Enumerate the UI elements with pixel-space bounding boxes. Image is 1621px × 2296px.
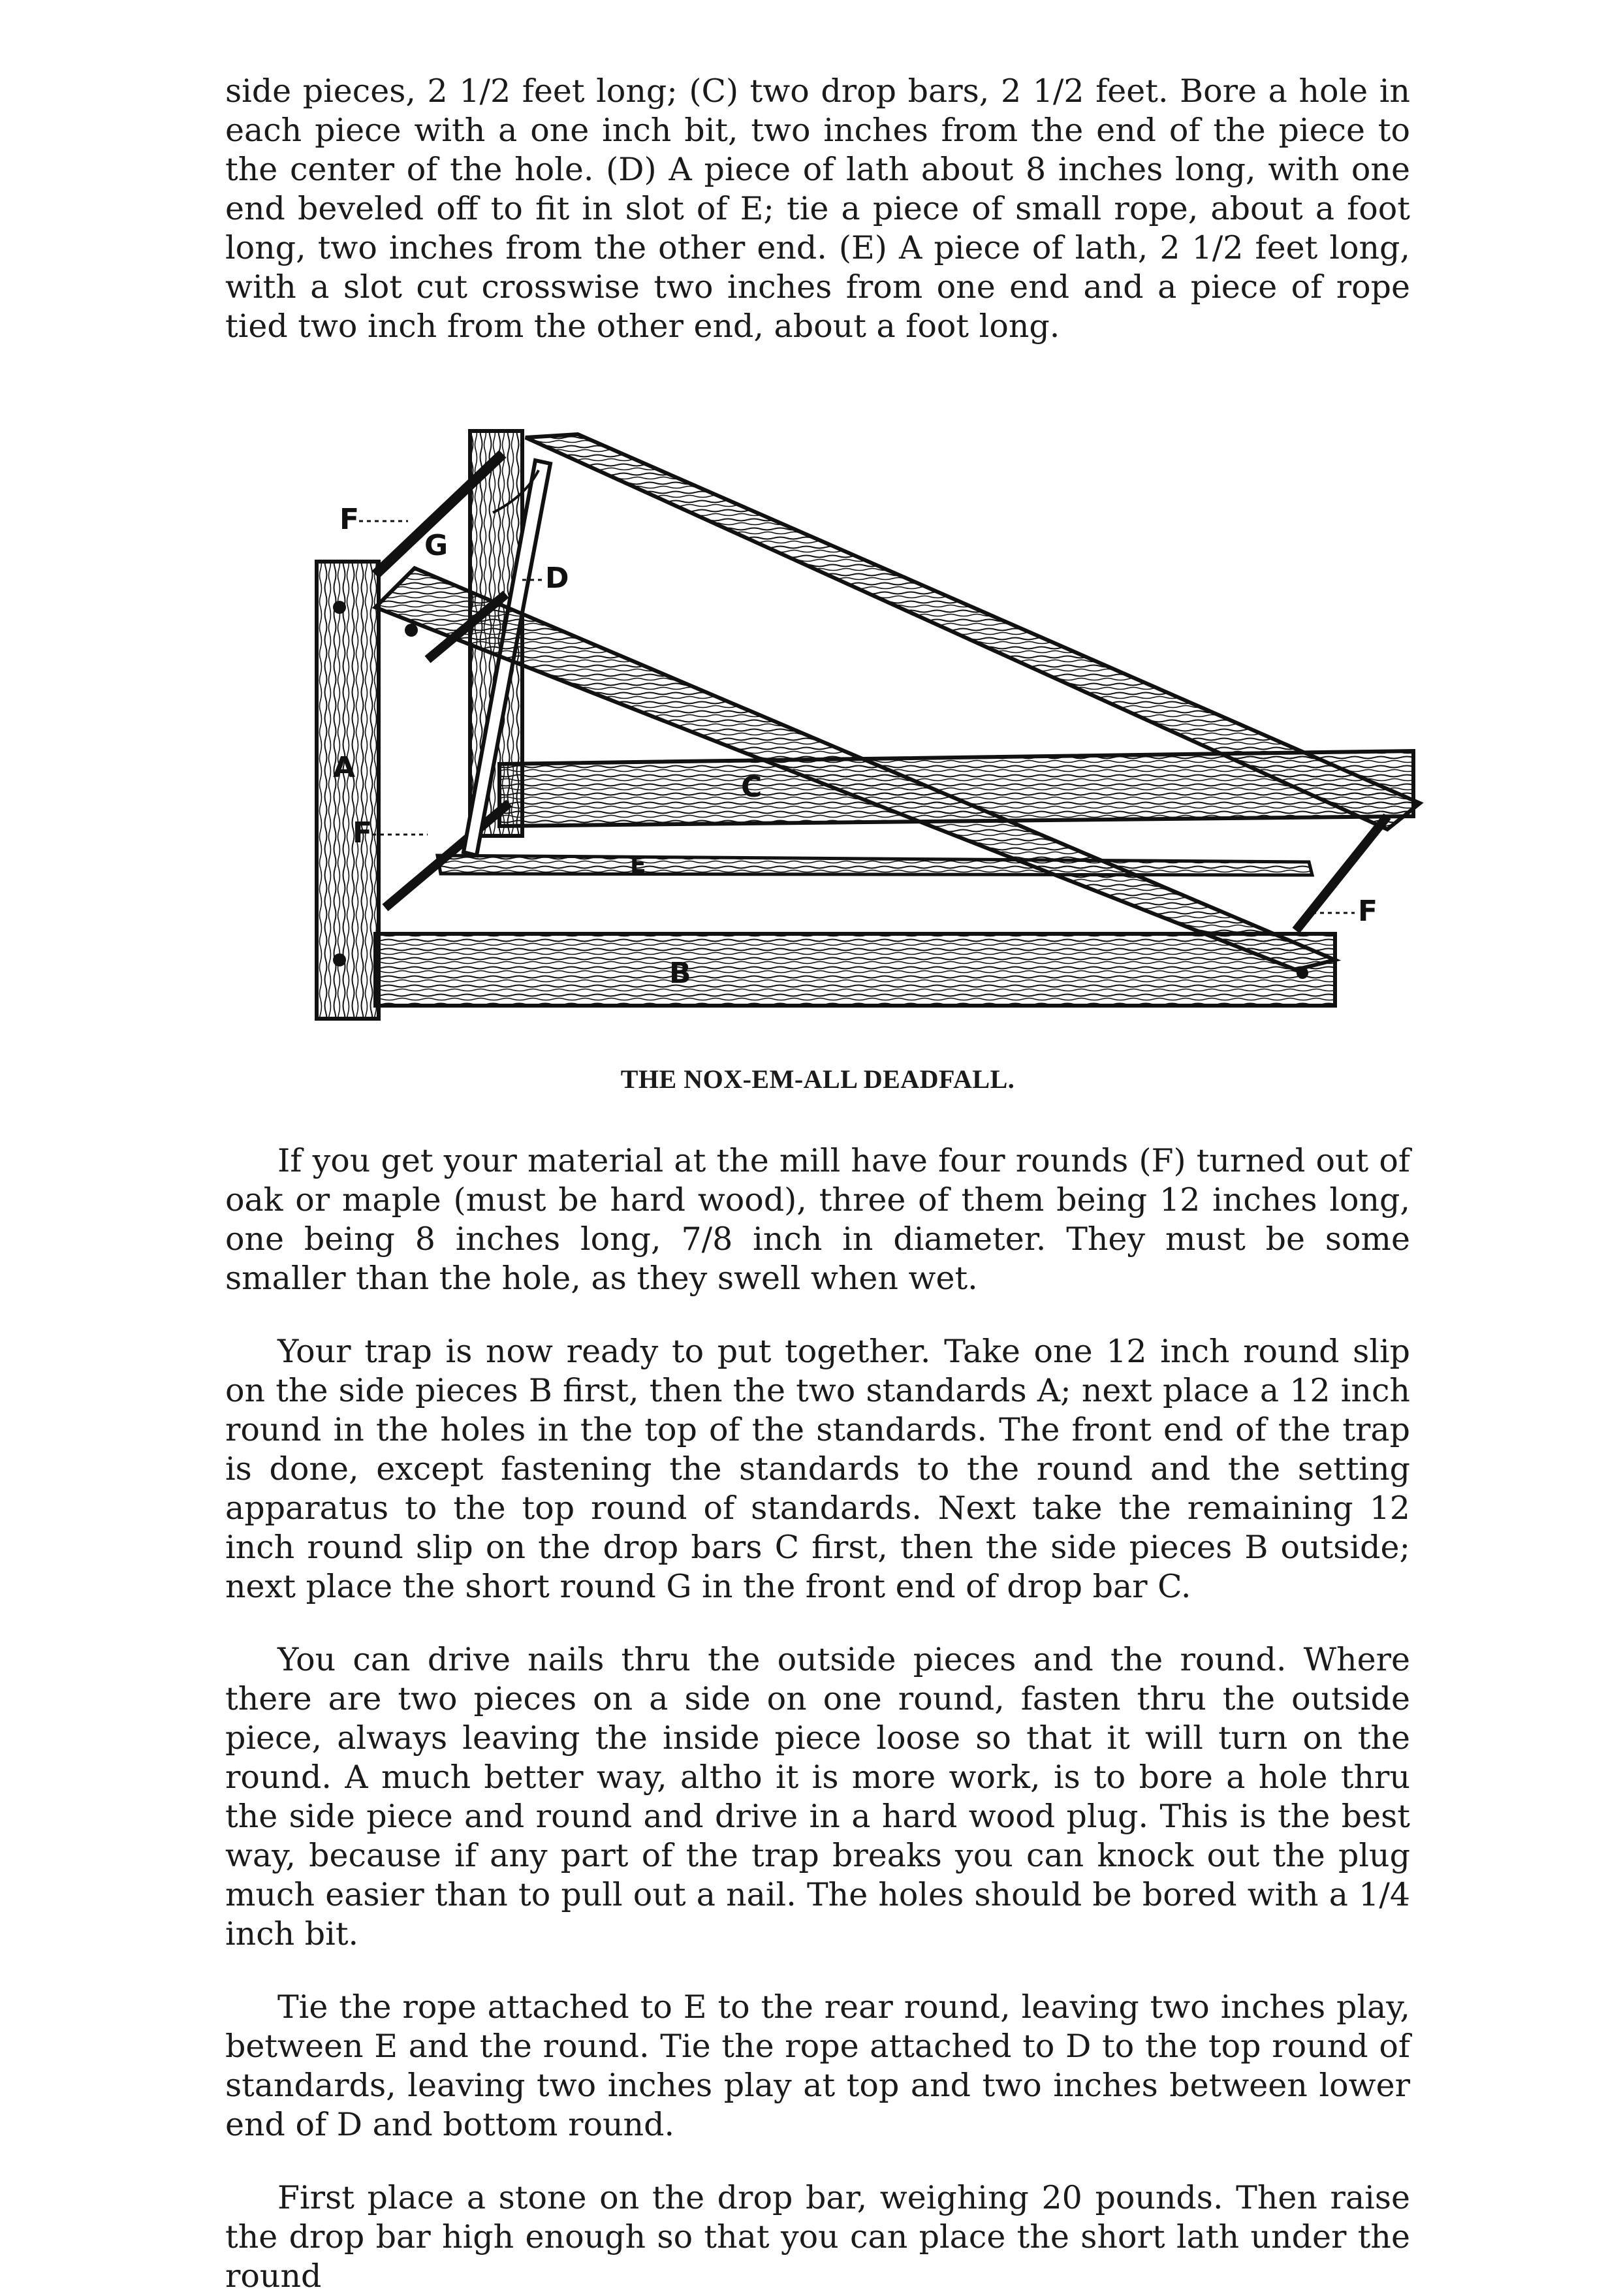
paragraph-assembly: Your trap is now ready to put together. Take one 12 inch round slip on the side pieces B first, then the two standards A; next place a 12 inch round in the holes in the top of the standards. The front end of the trap is done, except fastening the standards to the round and the setting apparatus to the top round of standards. Next take the remaining 12 inch round slip on the drop bars C first, then the side pieces B outside; next place the short round G in the front end of drop bar C. bbox=[225, 1333, 1410, 1605]
label-c: C bbox=[741, 771, 763, 804]
deadfall-figure bbox=[225, 398, 1410, 1058]
label-g: G bbox=[424, 529, 449, 562]
figure-caption: THE NOX-EM-ALL DEADFALL. bbox=[620, 1064, 1015, 1094]
front-side-piece bbox=[375, 934, 1335, 1006]
label-d: D bbox=[545, 562, 569, 595]
paragraph-materials: side pieces, 2 1/2 feet long; (C) two drop bars, 2 1/2 feet. Bore a hole in each piece with a one inch bit, two inches from the end of the piece to the center of the hole. (D) A piece of lath about 8 inches long, with one end beveled off to fit in slot of E; tie a piece of small rope, about a foot long, two inches from the other end. (E) A piece of lath, 2 1/2 feet long, with a slot cut crosswise two inches from one end and a piece of rope tied two inch from the other end, about a foot long. bbox=[225, 72, 1410, 345]
label-a: A bbox=[333, 751, 356, 784]
label-e: E bbox=[630, 852, 646, 878]
paragraph-setting: First place a stone on the drop bar, weighing 20 pounds. Then raise the drop bar high enough so that you can place the short lath under the round bbox=[225, 2179, 1410, 2295]
label-b: B bbox=[669, 957, 691, 990]
label-f-top: F bbox=[339, 503, 360, 536]
paragraph-rounds: If you get your material at the mill have four rounds (F) turned out of oak or maple (must be hard wood), three of them being 12 inches long, one being 8 inches long, 7/8 inch in diameter. They must be some smaller than the hole, as they swell when wet. bbox=[225, 1142, 1410, 1297]
label-f-mid: F bbox=[353, 816, 373, 850]
label-f-right: F bbox=[1358, 895, 1378, 928]
lath-e bbox=[437, 855, 1312, 875]
deadfall-illustration bbox=[277, 398, 1426, 1025]
document-page bbox=[225, 72, 1410, 2296]
paragraph-fastening: You can drive nails thru the outside pieces and the round. Where there are two pieces on a side on one round, fasten thru the outside piece, always leaving the inside piece loose so that it will turn on the round. A much better way, altho it is more work, is to bore a hole thru the side piece and round and drive in a hard wood plug. This is the best way, because if any part of the trap breaks you can knock out the plug much easier than to pull out a nail. The holes should be bored with a 1/4 inch bit. bbox=[225, 1641, 1410, 1953]
paragraph-ropes: Tie the rope attached to E to the rear round, leaving two inches play, between E and the round. Tie the rope attached to D to the top round of standards, leaving two inches play at top and two inches between lower end of D and bottom round. bbox=[225, 1988, 1410, 2143]
